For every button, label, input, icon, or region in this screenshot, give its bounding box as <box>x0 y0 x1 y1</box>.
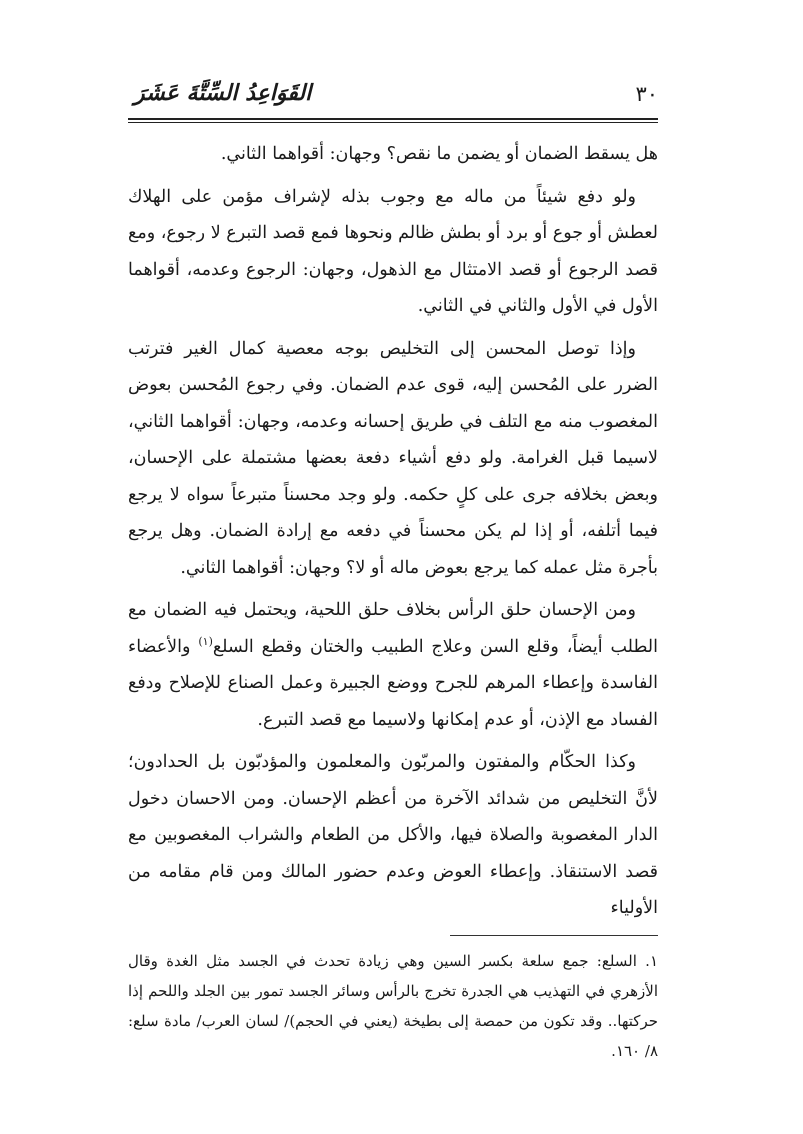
footnote-separator <box>450 935 658 936</box>
page-header <box>128 78 658 116</box>
paragraph-3: وإذا توصل المحسن إلى التخليص بوجه معصية كمال الغير فترتب الضرر على المُحسن إليه، قوى عدم الضمان. وفي رجوع المُحسن بعوض المغصوب منه مع التلف في طريق إحسانه وعدمه، وجهان: أقواهما الثاني، لاسيما قبل الغرامة. ولو دفع أشياء دفعة بعضها مشتملة على الإحسان، وبعض بخلافه جرى على كلٍ حكمه. ولو وجد محسناً متبرعاً سواه لا يرجع فيما أتلفه، أو إذا لم يكن محسناً في دفعه مع إرادة الضمان. وهل يرجع بأجرة مثل عمله كما يرجع بعوض ماله أو لا؟ وجهان: أقواهما الثاني. <box>128 338 658 578</box>
page-number: ٣٠ <box>635 82 658 106</box>
header-rule <box>128 118 658 124</box>
paragraph-2: ولو دفع شيئاً من ماله مع وجوب بذله لإشراف مؤمن على الهلاك لعطش أو جوع أو برد أو بطش ظالم ونحوها فمع قصد التبرع لا رجوع، ومع قصد الرجوع أو قصد الامتثال مع الذهول، وجهان: الرجوع وعدمه، أقواهما الأول في الأول والثاني في الثاني. <box>128 186 658 316</box>
running-title: القَوَاعِدُ السِّتَّةَ عَشَرَ <box>134 80 312 106</box>
footnote: ١. السلع: جمع سلعة بكسر السين وهي زيادة تحدث في الجسد مثل الغدة وقال الأزهري في التهذيب هي الجدرة تخرج بالرأس وسائر الجسد تمور بين الجلد واللحم إذا حركتها.. وقد تكون من حمصة إلى بطيخة (يعني في الحجم)/ لسان العرب/ مادة سلع: ٨/ ١٦٠. <box>128 952 658 1060</box>
main-text <box>128 136 658 933</box>
header-rule-thick <box>128 118 658 120</box>
paragraph-4-text-b: والأعضاء الفاسدة وإعطاء المرهم للجرح ووضع الجبيرة وعمل الصناع للإصلاح ودفع الفساد مع الإذن، أو عدم إمكانها ولاسيما مع قصد التبرع. <box>128 636 658 730</box>
header-rule-thin <box>128 122 658 123</box>
paragraph-1: هل يسقط الضمان أو يضمن ما نقص؟ وجهان: أقواهما الثاني. <box>220 144 658 164</box>
paragraph-4 <box>128 592 658 738</box>
paragraph-5: وكذا الحكّام والمفتون والمربّون والمعلمون والمؤدبّون بل الحدادون؛ لأنَّ التخليص من شدائد الآخرة من أعظم الإحسان. ومن الاحسان دخول الدار المغصوبة والصلاة فيها، والأكل من الطعام والشراب المغصوبين مع قصد الاستنقاذ. وإعطاء العوض وعدم حضور المالك ومن قام مقامه من الأولياء <box>128 752 658 918</box>
paragraph-4-text-a: ومن الإحسان حلق الرأس بخلاف حلق اللحية، ويحتمل فيه الضمان مع الطلب أيضاً، وقلع السن وعلاج الطبيب والختان وقطع السلع <box>128 600 658 657</box>
footnote-reference[interactable]: (١) <box>198 634 213 648</box>
